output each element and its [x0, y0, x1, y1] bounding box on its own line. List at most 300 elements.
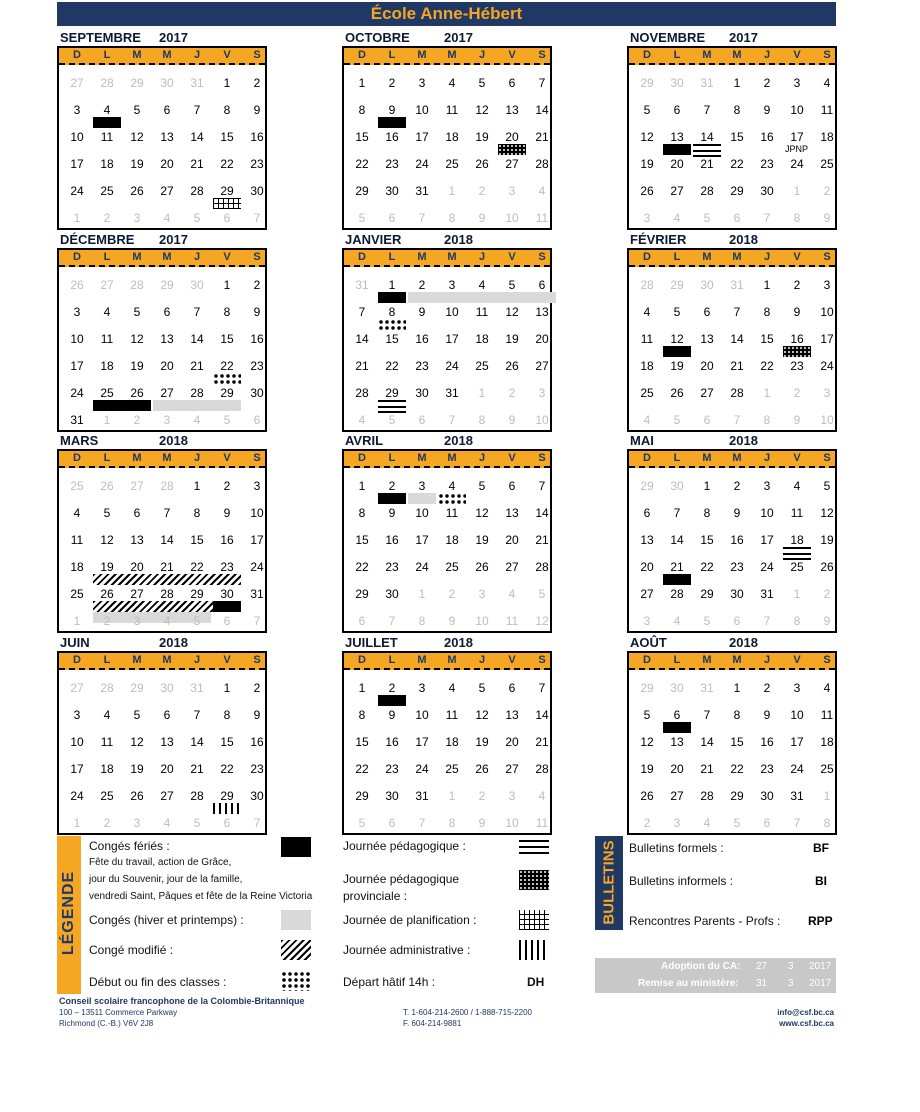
calendar-day: 10: [445, 305, 459, 319]
calendar-day: 2: [253, 76, 261, 90]
calendar-day: 24: [70, 386, 84, 400]
calendar-day: 25: [100, 184, 114, 198]
calendar-day: 15: [355, 533, 369, 547]
calendar-day: 10: [415, 103, 429, 117]
calendar-day: 11: [820, 103, 834, 117]
calendar-day: 1: [793, 587, 801, 601]
calendar-day: 5: [133, 708, 141, 722]
calendar-day: 1: [763, 386, 771, 400]
weekday-header: [344, 250, 550, 267]
calendar-day: 18: [640, 359, 654, 373]
calendar-day: 20: [160, 762, 174, 776]
calendar-day: 6: [223, 614, 231, 628]
calendar-day: 23: [760, 157, 774, 171]
calendar-day: 3: [538, 386, 546, 400]
calendar-day: 8: [358, 103, 366, 117]
calendar-day: 4: [193, 413, 201, 427]
calendar-day: 3: [418, 479, 426, 493]
calendar-day: 3: [133, 816, 141, 830]
calendar-day: 19: [475, 533, 489, 547]
calendar-day: 16: [760, 735, 774, 749]
calendar-day: 22: [220, 762, 234, 776]
calendar-day: 9: [823, 211, 831, 225]
calendar-day: 14: [535, 103, 549, 117]
calendar-day: 4: [793, 479, 801, 493]
calendar-day: 20: [535, 332, 549, 346]
calendar-day: 4: [448, 479, 456, 493]
calendar-day: 6: [538, 278, 546, 292]
calendar-day: 6: [733, 211, 741, 225]
calendar-day: 8: [763, 413, 771, 427]
weekday-label: S: [253, 251, 261, 263]
bulletins-informels: Bulletins informels :: [629, 874, 734, 888]
calendar-day: 29: [220, 386, 234, 400]
calendar-day: 18: [100, 359, 114, 373]
calendar-day: 11: [70, 533, 84, 547]
month-year: 2018: [159, 635, 188, 650]
calendar-day: 20: [160, 359, 174, 373]
calendar-day: 9: [793, 305, 801, 319]
month-calendar: [627, 231, 837, 427]
calendar-day: 1: [223, 681, 231, 695]
calendar-day: 5: [358, 816, 366, 830]
weekday-label: D: [73, 251, 81, 263]
month-grid: [57, 248, 267, 432]
calendar-day: 7: [418, 211, 426, 225]
legend-conges-hiver: Congés (hiver et printemps) :: [89, 913, 244, 927]
modified-swatch: [281, 940, 311, 960]
calendar-day: 29: [355, 184, 369, 198]
calendar-day: 28: [355, 386, 369, 400]
month-year: 2017: [444, 30, 473, 45]
weekday-header: [629, 250, 835, 267]
calendar-day: 26: [640, 789, 654, 803]
calendar-day: 24: [70, 789, 84, 803]
weekday-label: S: [253, 654, 261, 666]
calendar-day: 14: [730, 332, 744, 346]
weekday-label: J: [478, 452, 486, 464]
month-year: 2018: [444, 232, 473, 247]
calendar-day: 17: [790, 130, 804, 144]
calendar-day: 6: [223, 816, 231, 830]
school-title: École Anne-Hébert: [57, 2, 836, 26]
adoption-ca-month: 3: [788, 961, 794, 972]
calendar-day: 13: [640, 533, 654, 547]
month-calendar: [57, 432, 267, 628]
legend-feries-detail-1: Fête du travail, action de Grâce,: [89, 857, 232, 868]
calendar-day: 31: [355, 278, 369, 292]
month-calendar: [342, 432, 552, 628]
calendar-day: 2: [823, 184, 831, 198]
calendar-day: 4: [163, 614, 171, 628]
weekday-label: M: [417, 654, 427, 666]
calendar-day: 3: [823, 386, 831, 400]
calendar-day: 13: [160, 130, 174, 144]
calendar-day: 25: [820, 762, 834, 776]
weekday-label: L: [388, 452, 396, 464]
calendar-day: 7: [763, 614, 771, 628]
weekday-label: M: [417, 251, 427, 263]
calendar-day: 16: [250, 332, 264, 346]
calendar-day: 17: [790, 735, 804, 749]
calendar-day: 28: [190, 184, 204, 198]
calendar-day: 1: [733, 76, 741, 90]
calendar-day: 30: [730, 587, 744, 601]
weekday-label: J: [193, 654, 201, 666]
calendar-day: 7: [418, 816, 426, 830]
calendar-day: 12: [130, 332, 144, 346]
calendar-day: 24: [250, 560, 264, 574]
calendar-day: 5: [358, 211, 366, 225]
calendar-day: 31: [445, 386, 459, 400]
calendar-day: 6: [508, 76, 516, 90]
calendar-day: 29: [670, 278, 684, 292]
calendar-day: 7: [193, 305, 201, 319]
legend-feries-detail-3: vendredi Saint, Pâques et fête de la Reine Victoria: [89, 891, 313, 902]
calendar-day: 28: [160, 587, 174, 601]
month-name: DÉCEMBRE: [60, 232, 135, 247]
bulletins-formels-code: BF: [813, 841, 829, 855]
day-marker-pedago: [783, 547, 811, 560]
month-calendar: [627, 432, 837, 628]
month-grid: [57, 46, 267, 230]
calendar-day: 25: [100, 386, 114, 400]
calendar-day: 17: [820, 332, 834, 346]
day-note: JPNP: [785, 144, 809, 154]
calendar-day: 9: [253, 103, 261, 117]
calendar-day: 26: [820, 560, 834, 574]
weekday-label: V: [508, 251, 516, 263]
calendar-day: 3: [73, 708, 81, 722]
calendar-day: 27: [640, 587, 654, 601]
calendar-day: 23: [220, 560, 234, 574]
weekday-label: M: [447, 452, 457, 464]
calendar-day: 6: [763, 816, 771, 830]
calendar-day: 6: [163, 708, 171, 722]
calendar-day: 2: [763, 76, 771, 90]
month-year: 2018: [729, 635, 758, 650]
calendar-day: 8: [418, 614, 426, 628]
calendar-day: 10: [415, 506, 429, 520]
planning-swatch: [519, 910, 549, 930]
calendar-day: 22: [220, 157, 234, 171]
calendar-day: 8: [703, 506, 711, 520]
month-name: NOVEMBRE: [630, 30, 706, 45]
weekday-label: S: [538, 654, 546, 666]
weekday-header: [629, 653, 835, 670]
calendar-day: 12: [505, 305, 519, 319]
calendar-day: 26: [640, 184, 654, 198]
calendar-day: 27: [670, 789, 684, 803]
month-year: 2018: [159, 433, 188, 448]
calendar-day: 1: [358, 479, 366, 493]
calendar-day: 2: [733, 479, 741, 493]
calendar-day: 11: [820, 708, 834, 722]
calendar-day: 28: [130, 278, 144, 292]
calendar-day: 5: [823, 479, 831, 493]
calendar-day: 7: [253, 614, 261, 628]
calendar-day: 5: [103, 506, 111, 520]
calendar-day: 1: [73, 816, 81, 830]
month-name: MARS: [60, 433, 99, 448]
day-marker-holiday: [378, 292, 406, 303]
month-year: 2018: [444, 635, 473, 650]
calendar-day: 17: [415, 533, 429, 547]
holiday-swatch: [281, 837, 311, 857]
month-calendar: [342, 231, 552, 427]
calendar-day: 15: [220, 735, 234, 749]
calendar-day: 5: [133, 103, 141, 117]
calendar-day: 14: [190, 332, 204, 346]
weekday-label: M: [732, 251, 742, 263]
calendar-day: 2: [388, 681, 396, 695]
calendar-day: 21: [670, 560, 684, 574]
calendar-day: 24: [790, 762, 804, 776]
calendar-day: 5: [643, 103, 651, 117]
calendar-day: 28: [670, 587, 684, 601]
calendar-day: 30: [385, 184, 399, 198]
calendar-day: 7: [763, 211, 771, 225]
calendar-day: 12: [820, 506, 834, 520]
weekday-label: L: [103, 654, 111, 666]
calendar-day: 11: [475, 305, 489, 319]
calendar-day: 12: [475, 708, 489, 722]
calendar-day: 26: [130, 789, 144, 803]
calendar-day: 19: [640, 157, 654, 171]
weekday-label: L: [673, 49, 681, 61]
calendar-day: 1: [763, 278, 771, 292]
calendar-day: 9: [223, 506, 231, 520]
calendar-day: 7: [703, 708, 711, 722]
calendar-day: 10: [70, 332, 84, 346]
admin-swatch: [519, 940, 549, 960]
calendar-day: 5: [703, 614, 711, 628]
calendar-day: 31: [70, 413, 84, 427]
calendar-day: 6: [703, 305, 711, 319]
calendar-day: 27: [70, 76, 84, 90]
calendar-day: 1: [358, 681, 366, 695]
remise-year: 2017: [809, 978, 832, 989]
calendar-day: 9: [508, 413, 516, 427]
calendar-day: 23: [415, 359, 429, 373]
calendar-day: 2: [223, 479, 231, 493]
calendar-day: 19: [820, 533, 834, 547]
calendar-day: 1: [358, 76, 366, 90]
calendar-day: 2: [388, 479, 396, 493]
calendar-day: 13: [505, 708, 519, 722]
calendar-day: 15: [220, 332, 234, 346]
calendar-day: 13: [535, 305, 549, 319]
weekday-label: S: [538, 251, 546, 263]
calendar-day: 10: [820, 305, 834, 319]
calendar-day: 28: [535, 157, 549, 171]
calendar-day: 10: [415, 708, 429, 722]
calendar-day: 22: [730, 762, 744, 776]
footer-email[interactable]: info@csf.bc.ca: [777, 1008, 834, 1017]
weekday-label: S: [823, 452, 831, 464]
calendar-day: 6: [163, 103, 171, 117]
weekday-label: M: [132, 654, 142, 666]
calendar-day: 9: [388, 506, 396, 520]
month-grid: [627, 651, 837, 835]
calendar-day: 2: [793, 278, 801, 292]
weekday-label: L: [103, 49, 111, 61]
footer-website[interactable]: www.csf.bc.ca: [779, 1019, 834, 1028]
calendar-day: 20: [670, 157, 684, 171]
weekday-label: M: [447, 251, 457, 263]
calendar-day: 22: [700, 560, 714, 574]
calendar-day: 1: [73, 211, 81, 225]
calendar-day: 17: [250, 533, 264, 547]
weekday-label: V: [223, 49, 231, 61]
calendar-day: 3: [643, 211, 651, 225]
legend-journee-admin: Journée administrative :: [343, 943, 471, 957]
calendar-day: 4: [163, 211, 171, 225]
calendar-day: 1: [388, 278, 396, 292]
calendar-day: 7: [538, 76, 546, 90]
calendar-day: 28: [160, 479, 174, 493]
calendar-day: 19: [640, 762, 654, 776]
calendar-day: 28: [190, 789, 204, 803]
calendar-day: 6: [388, 211, 396, 225]
calendar-day: 8: [223, 103, 231, 117]
calendar-day: 9: [478, 816, 486, 830]
calendar-day: 3: [823, 278, 831, 292]
calendar-day: 17: [70, 157, 84, 171]
calendar-day: 17: [760, 533, 774, 547]
calendar-day: 1: [73, 614, 81, 628]
weekday-label: J: [478, 49, 486, 61]
calendar-day: 30: [385, 789, 399, 803]
calendar-day: 4: [643, 413, 651, 427]
month-calendar: [627, 634, 837, 830]
calendar-day: 9: [388, 103, 396, 117]
weekday-header: [59, 653, 265, 670]
calendar-day: 9: [763, 708, 771, 722]
calendar-day: 13: [130, 533, 144, 547]
calendar-day: 12: [130, 735, 144, 749]
calendar-day: 9: [253, 305, 261, 319]
calendar-day: 24: [790, 157, 804, 171]
calendar-day: 27: [130, 587, 144, 601]
calendar-day: 10: [70, 735, 84, 749]
weekday-label: J: [763, 654, 771, 666]
calendar-day: 2: [388, 76, 396, 90]
weekday-label: L: [673, 251, 681, 263]
calendar-day: 5: [643, 708, 651, 722]
calendar-day: 25: [475, 359, 489, 373]
calendar-day: 19: [130, 157, 144, 171]
calendar-day: 8: [448, 211, 456, 225]
calendar-day: 8: [733, 708, 741, 722]
calendar-day: 21: [190, 157, 204, 171]
provincial-swatch: [519, 870, 549, 890]
calendar-day: 18: [475, 332, 489, 346]
calendar-day: 24: [445, 359, 459, 373]
calendar-day: 23: [250, 359, 264, 373]
weekday-header: [59, 250, 265, 267]
footer-org: Conseil scolaire francophone de la Colombie-Britannique: [59, 996, 305, 1006]
calendar-day: 10: [70, 130, 84, 144]
weekday-label: M: [162, 49, 172, 61]
adoption-ca-label: Adoption du CA:: [661, 961, 741, 972]
calendar-day: 6: [733, 614, 741, 628]
calendar-day: 2: [253, 278, 261, 292]
weekday-label: J: [478, 654, 486, 666]
weekday-label: J: [193, 251, 201, 263]
month-year: 2017: [729, 30, 758, 45]
calendar-day: 25: [445, 762, 459, 776]
calendar-day: 3: [133, 614, 141, 628]
footer-address-1: 100 – 13511 Commerce Parkway: [59, 1008, 178, 1017]
weekday-header: [629, 48, 835, 65]
calendar-day: 26: [505, 359, 519, 373]
calendar-day: 4: [73, 506, 81, 520]
weekday-label: D: [358, 251, 366, 263]
day-marker-break: [408, 292, 556, 303]
calendar-day: 14: [700, 735, 714, 749]
calendar-day: 1: [448, 789, 456, 803]
calendar-day: 30: [415, 386, 429, 400]
pedago-swatch: [519, 840, 549, 854]
weekday-header: [629, 451, 835, 468]
weekday-label: M: [417, 49, 427, 61]
calendar-day: 16: [730, 533, 744, 547]
month-grid: [627, 46, 837, 230]
calendar-day: 3: [673, 816, 681, 830]
weekday-label: L: [103, 251, 111, 263]
calendar-day: 27: [505, 157, 519, 171]
calendar-day: 6: [133, 506, 141, 520]
calendar-day: 21: [190, 359, 204, 373]
weekday-header: [344, 451, 550, 468]
calendar-day: 31: [190, 76, 204, 90]
weekday-label: V: [223, 452, 231, 464]
month-grid: [342, 248, 552, 432]
calendar-day: 20: [505, 735, 519, 749]
calendar-day: 30: [160, 681, 174, 695]
calendar-day: 27: [160, 386, 174, 400]
month-grid: [627, 248, 837, 432]
calendar-day: 8: [223, 305, 231, 319]
calendar-day: 3: [418, 681, 426, 695]
calendar-day: 8: [388, 305, 396, 319]
day-marker-holiday: [663, 722, 691, 733]
calendar-day: 7: [448, 413, 456, 427]
weekday-label: D: [358, 452, 366, 464]
weekday-label: D: [643, 49, 651, 61]
calendar-day: 15: [355, 130, 369, 144]
calendar-day: 16: [415, 332, 429, 346]
calendar-day: 22: [220, 359, 234, 373]
month-name: FÉVRIER: [630, 232, 687, 247]
day-marker-pedago: [378, 400, 406, 413]
calendar-day: 16: [385, 735, 399, 749]
calendar-day: 7: [733, 305, 741, 319]
rencontres-parents: Rencontres Parents - Profs :: [629, 914, 781, 928]
calendar-day: 2: [103, 816, 111, 830]
calendar-day: 25: [640, 386, 654, 400]
calendar-day: 2: [253, 681, 261, 695]
weekday-label: V: [793, 251, 801, 263]
calendar-day: 8: [358, 506, 366, 520]
calendar-day: 14: [535, 506, 549, 520]
calendar-day: 5: [733, 816, 741, 830]
calendar-day: 11: [445, 506, 459, 520]
weekday-label: S: [823, 654, 831, 666]
weekday-label: S: [538, 452, 546, 464]
calendar-day: 26: [70, 278, 84, 292]
